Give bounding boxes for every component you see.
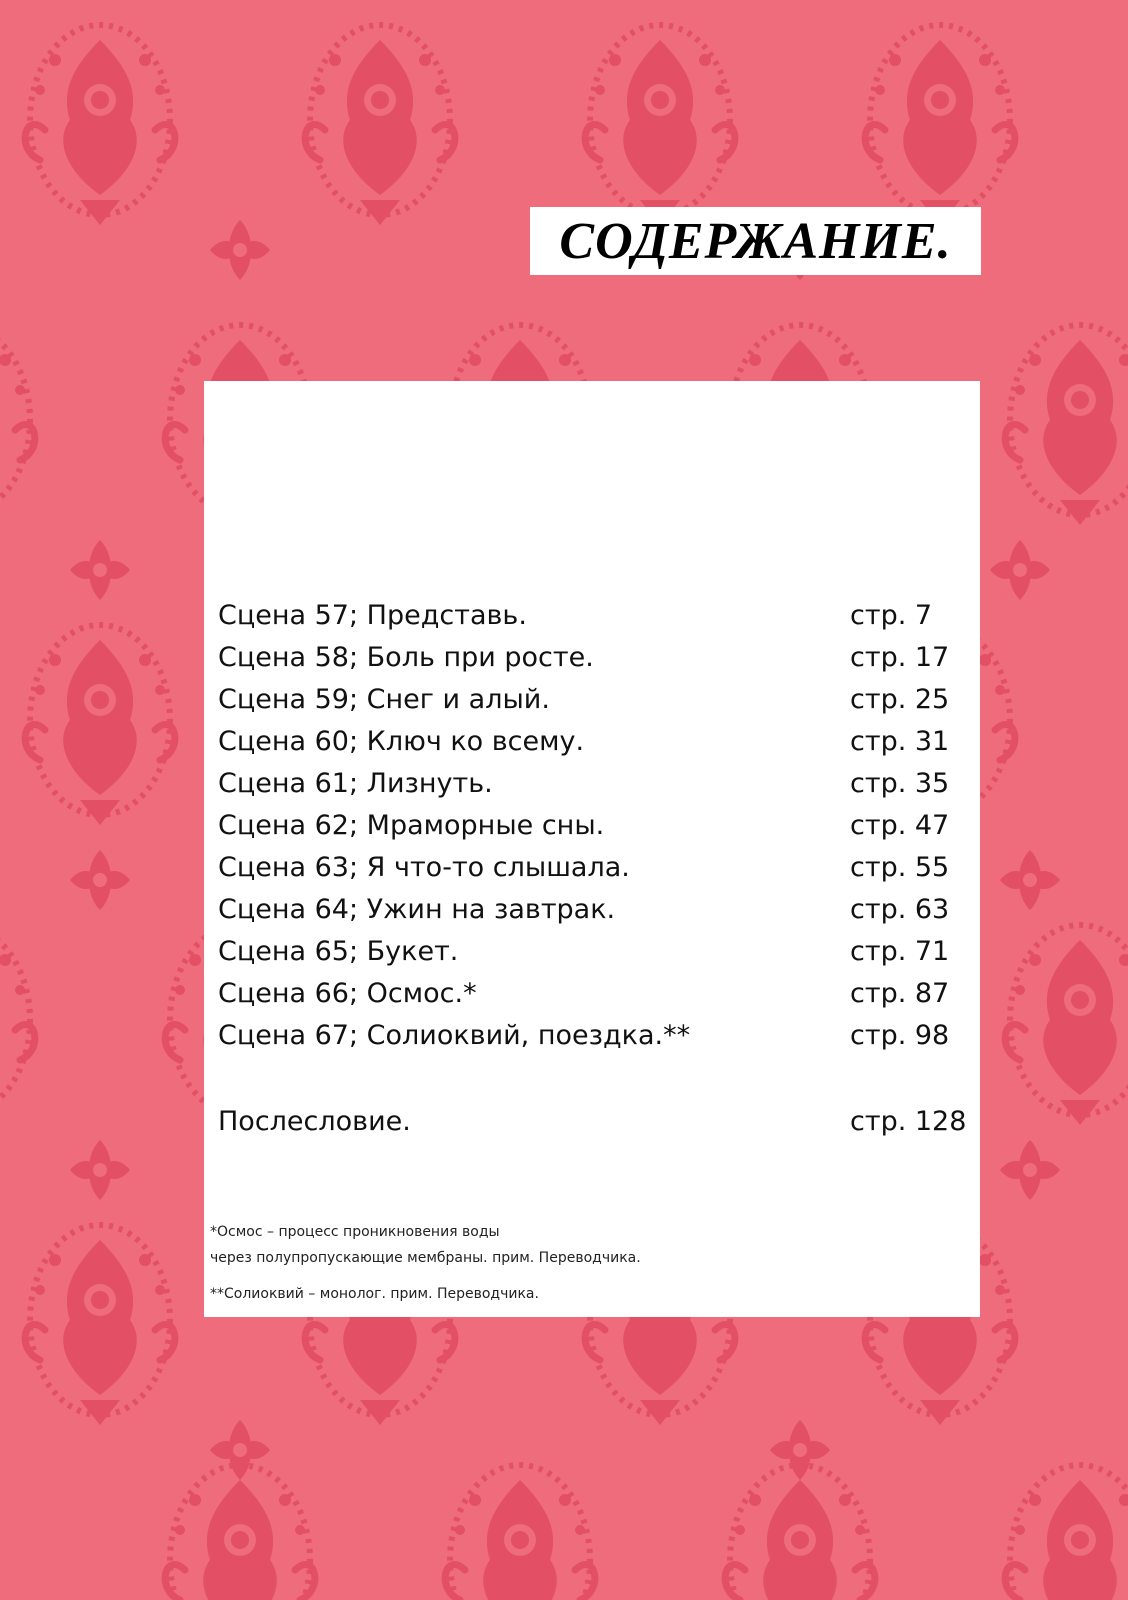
toc-entry [218, 889, 978, 931]
toc-entry-page: стр. 47 [850, 810, 950, 841]
toc-entry-title: Сцена 66; Осмос.* [218, 978, 477, 1009]
toc-entry [218, 931, 978, 973]
toc-entry [218, 637, 978, 679]
toc-entry-page: стр. 98 [850, 1020, 950, 1051]
toc-entry [218, 973, 978, 1015]
toc-entry-page: стр. 63 [850, 894, 950, 925]
toc-entry [218, 721, 978, 763]
translator-notes [210, 1219, 970, 1307]
title-panel [530, 207, 981, 275]
toc-entry [218, 763, 978, 805]
toc-entry-title: Сцена 59; Снег и алый. [218, 684, 550, 715]
toc-entry-title: Сцена 64; Ужин на завтрак. [218, 894, 616, 925]
toc-entry-page: стр. 35 [850, 768, 950, 799]
toc-entry-title: Сцена 65; Букет. [218, 936, 459, 967]
toc-entry [218, 847, 978, 889]
toc-entry-page: стр. 31 [850, 726, 950, 757]
note-soliloquy: **Солиоквий – монолог. прим. Переводчика. [210, 1286, 539, 1302]
page-title: СОДЕРЖАНИЕ. [559, 212, 952, 270]
toc-entry-title: Сцена 63; Я что-то слышала. [218, 852, 630, 883]
toc-entry-page: стр. 7 [850, 600, 933, 631]
toc-entry [218, 805, 978, 847]
toc-entry-title: Сцена 57; Представь. [218, 600, 527, 631]
toc-entry-page: стр. 87 [850, 978, 950, 1009]
toc-entry-title: Сцена 62; Мраморные сны. [218, 810, 605, 841]
toc-entry-title: Сцена 58; Боль при росте. [218, 642, 594, 673]
toc-entry-page: стр. 25 [850, 684, 950, 715]
toc-entry-title: Сцена 60; Ключ ко всему. [218, 726, 585, 757]
toc-entry [218, 1015, 978, 1057]
toc-entry-page: стр. 55 [850, 852, 950, 883]
toc-entry-page: стр. 17 [850, 642, 950, 673]
note-osmos-line1: *Осмос – процесс проникновения воды [210, 1224, 500, 1240]
toc-afterword [218, 1101, 978, 1143]
toc-afterword-title: Послесловие. [218, 1106, 411, 1137]
toc-afterword-page: стр. 128 [850, 1106, 967, 1137]
toc-entry-title: Сцена 67; Солиоквий, поездка.** [218, 1020, 691, 1051]
toc-entry [218, 595, 978, 637]
toc-entry-page: стр. 71 [850, 936, 950, 967]
toc-list [218, 595, 978, 1143]
note-osmos [210, 1219, 970, 1271]
note-osmos-line2: через полупропускающие мембраны. прим. Переводчика. [210, 1250, 641, 1266]
contents-panel [204, 381, 980, 1317]
toc-entry-title: Сцена 61; Лизнуть. [218, 768, 493, 799]
toc-entry [218, 679, 978, 721]
